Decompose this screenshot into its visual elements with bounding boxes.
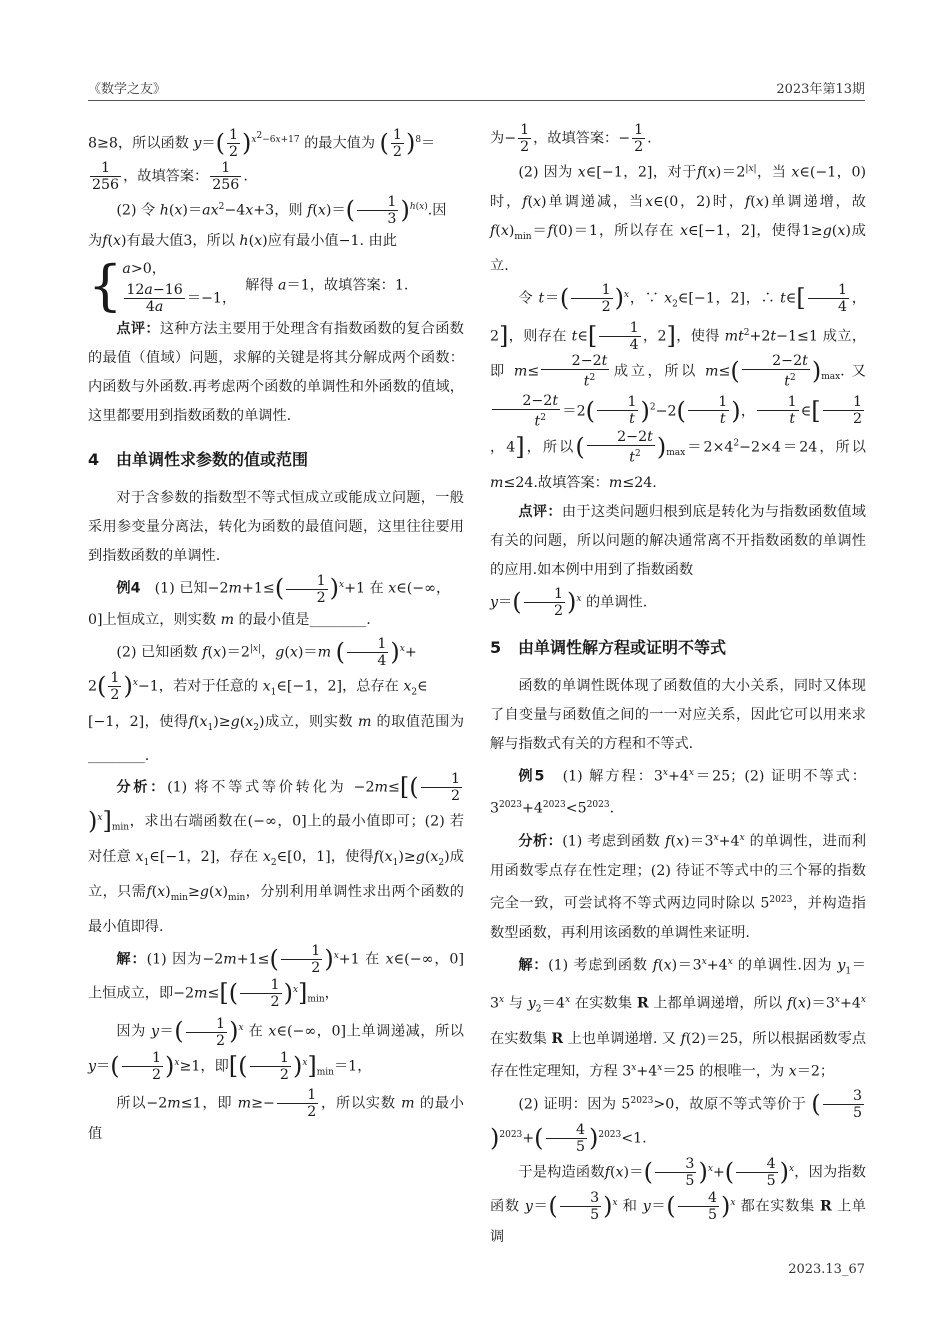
equation-system: {a>0， $\frac{12a-16}{4a}$ ＝−1， 解得 a＝1，故填答案：1. <box>88 253 409 317</box>
example-4-part-1: 例4 (1) 已知−2m+1≤( $\frac{1}{2}$ )$^x$+1 在 x∈(−∞， <box>116 572 451 606</box>
text-line: 所以−2m≤1，即 m≥− $\frac{1}{2}$ ，所以实数 m 的最小值 <box>88 1087 464 1143</box>
comment-paragraph <box>88 315 464 431</box>
header-rule <box>88 100 865 101</box>
text-line: $\frac{1}{256}$ ，故填答案： $\frac{1}{256}$ . <box>92 160 248 194</box>
left-column <box>88 122 464 1149</box>
text-line: (2) 证明：因为 $5^{2023}>0$，故原不等式等价于 ( $\frac{3}{5}$ )$^{2023}$+( $\frac{4}{5}$ )$^{2023}$<1. <box>490 1087 862 1155</box>
example-4-part-2: (2) 已知函数 $f(x)=2^{|x|}$，g(x)＝m ( $\frac{1}{4}$ )$^x$+ <box>116 635 417 669</box>
analysis-paragraph: 分析：(1) 将不等式等价转化为 −2m≤[( $\frac{1}{2}$ )$^x]_{min}$，求出右端函数在(−∞，0]上的最小值即可；(2) 若对任意 $x_1\in[-1$，2]，存在 $x_2\in[0$，1]，使得$f(x_1)\ge g(x_2)$成立，只需$f(x)_{min}\ge g(x)_{min}$，分别利用单调性求出两个函数的最小值即得. <box>88 771 464 935</box>
text-line: 为f(x)有最大值3，所以 h(x)应有最小值−1. 由此 <box>88 233 397 250</box>
text-line: 为− $\frac{1}{2}$ ，故填答案：− $\frac{1}{2}$ . <box>490 122 652 155</box>
solution-paragraph: 解：(1) 考虑到函数 $f(x)=3^x+4^x$ 的单调性.因为 $y_1=3^x$ 与 $y_2=4^x$ 在实数集 R 上都单调递增，所以 $f(x)=3^x+4^x$ 在实数集 R 上也单调递增. 又 f(2)＝25，所以根据函数零点存在性定理知，方程 $3^x+4^x=25$ 的根唯一，为 x＝2； <box>490 956 867 1080</box>
text-line: 2( $\frac{1}{2}$ )$^x$−1，若对于任意的 $x_1\in[-1$，2]，总存在 $x_2\in$ <box>88 670 428 704</box>
section-heading-5: 5 由单调性解方程或证明不等式 <box>490 637 727 657</box>
page-number: 2023.13_67 <box>788 1262 865 1277</box>
journal-name: 《数学之友》 <box>88 82 167 97</box>
analysis-paragraph: 分析：(1) 考虑到函数 $f(x)=3^x+4^x$ 的单调性，进而利用函数零点存在性定理；(2) 待证不等式中的三个幂的指数完全一致，可尝试将不等式两边同时除以 $5^{2023}$，并构造指数型函数，再利用该函数的单调性来证明. <box>490 833 867 941</box>
section-4-intro: 对于含参数的指数型不等式恒成立或能成立问题，一般采用参变量分离法，转化为函数的最值问题，这里往往要用到指数函数的单调性. <box>88 490 464 565</box>
text-line: [−1，2]，使得$f(x_1)\ge g(x_2)$成立，则实数 m 的取值范围为________. <box>88 713 465 765</box>
text-line: 令 t＝( $\frac{1}{2}$ )$^x$，∵ $x_2\in[-1$，2]，∴ t∈[ $\frac{1}{4}$ ，2]，则存在 t∈[ $\frac{1}{4}$ ，2]，使得 $mt^2+2t-1\le 1$ 成立，即 m≤ $\frac{2-2t}{t^2}$ 成立，所以 m≤( $\frac{2-2t}{t^2}$ )$_{max}$. 又 $\frac{2-2t}{t^2}$ ＝2( $\frac{1}{t}$ )$^2$−2( $\frac{1}{t}$ )， $\frac{1}{t}$ ∈[ $\frac{1}{2}$ ，4]，所以( $\frac{2-2t}{t^2}$ )$_{max}=2\times 4^2-2\times 4=24$，所以 m≤24.故填答案：m≤24. <box>490 281 867 491</box>
text-line: 于是构造函数f(x)＝( $\frac{3}{5}$ )$^x$+( $\frac{4}{5}$ )$^x$，因为指数函数 y＝( $\frac{3}{5}$ )$^x$ 和 y＝( $\frac{4}{5}$ )$^x$ 都在实数集 R 上单调 <box>490 1156 866 1246</box>
comment-text: 这种方法主要用于处理含有指数函数的复合函数的最值（值域）问题，求解的关键是将其分解成两个函数：内函数与外函数.再考虑两个函数的单调性和外函数的值域，这里都要用到指数函数的单调性. <box>88 321 464 425</box>
comment-paragraph: 点评：由于这类问题归根到底是转化为与指数函数值域有关的问题，所以问题的解决通常离不开指数函数的单调性的应用.如本例中用到了指数函数 y＝( $\frac{1}{2}$ )$^x$ 的单调性. <box>490 503 866 619</box>
solution-paragraph: 解：(1) 因为−2m+1≤( $\frac{1}{2}$ )$^x$+1 在 x∈(−∞，0]上恒成立，即−2m≤[( $\frac{1}{2}$ )$^x]_{min}$， <box>88 942 464 1011</box>
section-heading-4: 4 由单调性求参数的值或范围 <box>88 450 309 470</box>
comment-label: 点评： <box>116 321 160 338</box>
section-5-intro: 函数的单调性既体现了函数值的大小关系，同时又体现了自变量与函数值之间的一一对应关系，因此它可以用来求解与指数式有关的方程和不等式. <box>490 677 866 752</box>
right-column <box>490 122 866 1252</box>
example-5: 例5 (1) 解方程：$3^x+4^x=25$；(2) 证明不等式：$3^{2023}+4^{2023}<5^{2023}$. <box>490 767 866 818</box>
text-line: (2) 因为 x∈[−1，2]，对于$f(x)=2^{|x|}$，当 x∈(−1，0)时，f(x)单调递减，当x∈(0，2)时，f(x)单调递增，故$f(x)_{min}=f(0)=1$，所以存在 x∈[−1，2]，使得1≥g(x)成立. <box>490 164 867 274</box>
text-line: 因为 y＝( $\frac{1}{2}$ )$^x$ 在 x∈(−∞，0]上单调递减，所以 y＝( $\frac{1}{2}$ )$^x$≥1，即[( $\frac{1}{2}$ )$^x]_{min}=1$， <box>88 1015 464 1083</box>
text-line: 0]上恒成立，则实数 m 的最小值是________. <box>88 611 371 628</box>
issue-number: 2023年第13期 <box>776 82 865 97</box>
text-line: 8≥8，所以函数 y＝( $\frac{1}{2}$ )$^{x^2-6x+17}$ 的最大值为 ( $\frac{1}{2}$ )$^8$＝ <box>88 127 436 161</box>
text-line: (2) 令 $h(x)=ax^2-4x+3$，则 f(x)＝( $\frac{1}{3}$ )$^{h(x)}$.因 <box>116 194 447 228</box>
